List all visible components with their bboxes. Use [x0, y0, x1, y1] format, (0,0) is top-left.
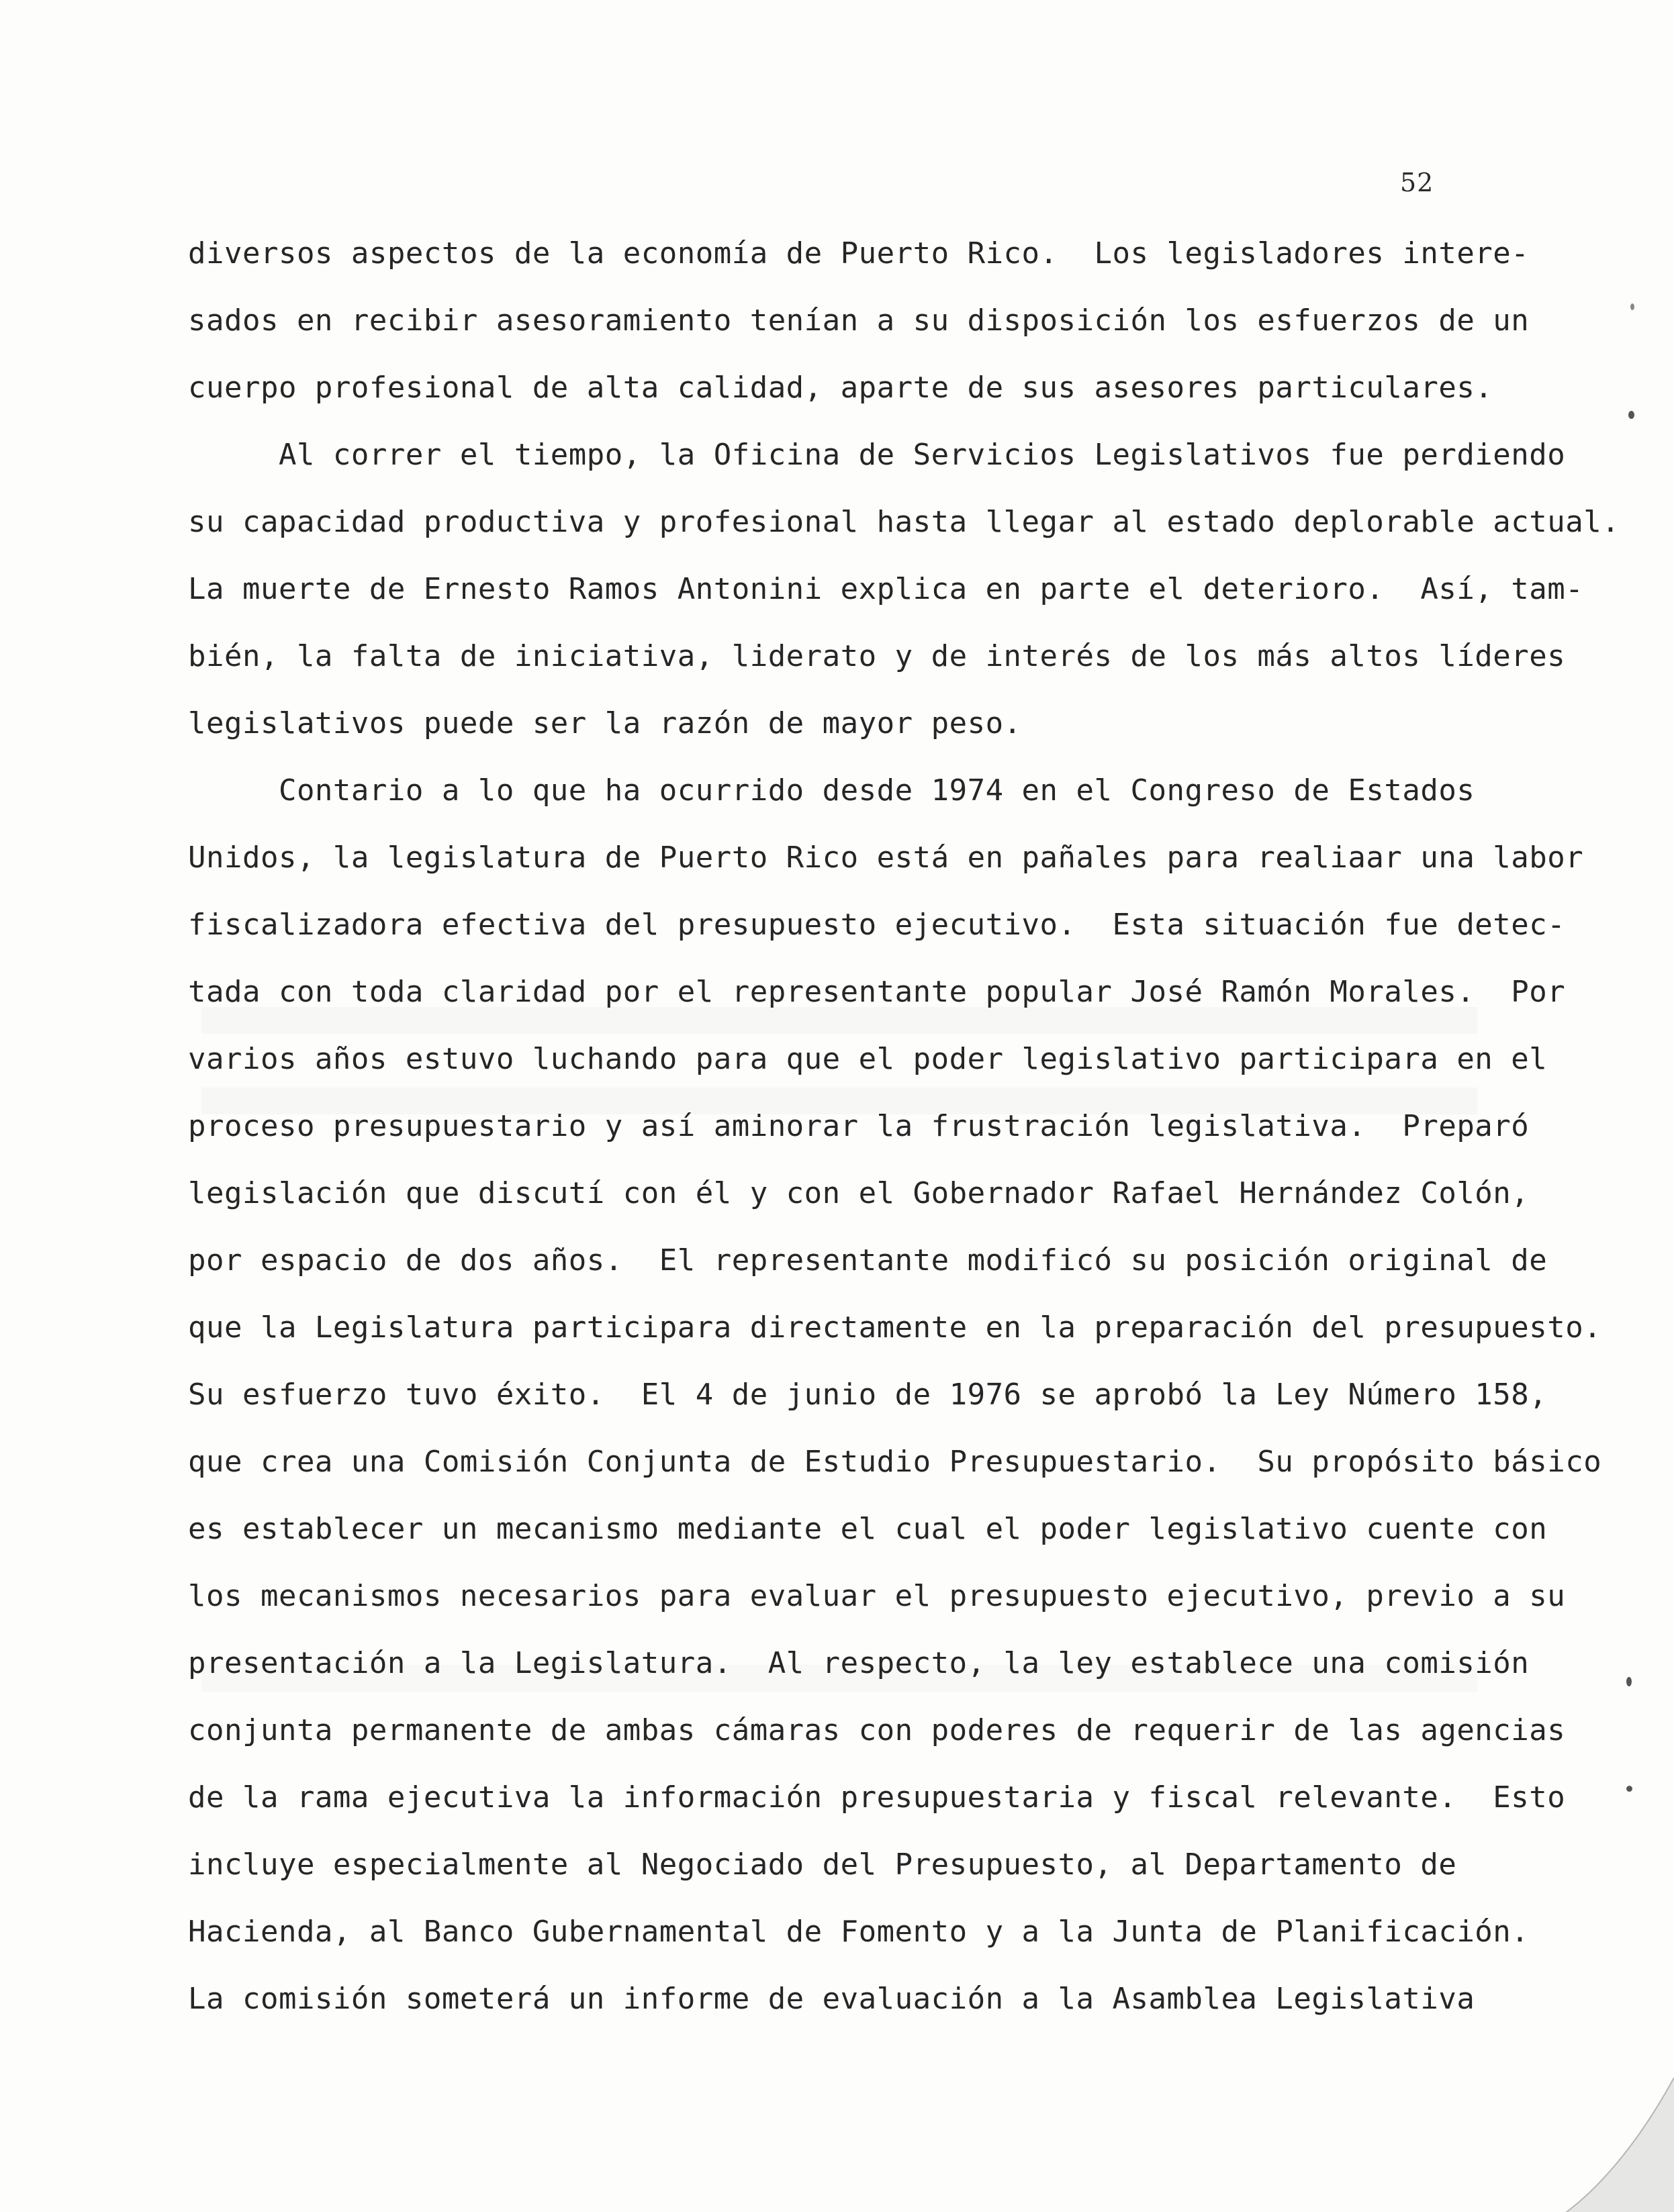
text-line: bién, la falta de iniciativa, liderato y de interés de los más altos líderes [188, 639, 1566, 673]
text-line: La muerte de Ernesto Ramos Antonini explica en parte el deterioro. Así, tam- [188, 572, 1584, 606]
text-line: que crea una Comisión Conjunta de Estudio Presupuestario. Su propósito básico [188, 1445, 1602, 1479]
scan-speck [1628, 411, 1634, 419]
text-line: de la rama ejecutiva la información presupuestaria y fiscal relevante. Esto [188, 1780, 1566, 1815]
text-line: fiscalizadora efectiva del presupuesto ejecutivo. Esta situación fue detec- [188, 908, 1566, 942]
text-line: Hacienda, al Banco Gubernamental de Fomento y a la Junta de Planificación. [188, 1915, 1530, 1949]
folded-corner [1553, 2078, 1674, 2212]
page-number: 52 [1400, 168, 1434, 197]
text-line: La comisión someterá un informe de evaluación a la Asamblea Legislativa [188, 1982, 1475, 2016]
text-line: los mecanismos necesarios para evaluar el presupuesto ejecutivo, previo a su [188, 1579, 1566, 1613]
text-line: legislativos puede ser la razón de mayor peso. [188, 706, 1022, 740]
text-line: varios años estuvo luchando para que el poder legislativo participara en el [188, 1042, 1548, 1076]
text-line: Contario a lo que ha ocurrido desde 1974 en el Congreso de Estados [188, 773, 1475, 808]
scan-speck [1630, 303, 1634, 310]
scan-speck [1626, 1786, 1632, 1792]
text-line: Al correr el tiempo, la Oficina de Servicios Legislativos fue perdiendo [188, 438, 1566, 472]
text-line: sados en recibir asesoramiento tenían a su disposición los esfuerzos de un [188, 303, 1530, 338]
text-line: que la Legislatura participara directamente en la preparación del presupuesto. [188, 1310, 1602, 1345]
text-line: legislación que discutí con él y con el Gobernador Rafael Hernández Colón, [188, 1176, 1530, 1210]
text-line: Su esfuerzo tuvo éxito. El 4 de junio de 1976 se aprobó la Ley Número 158, [188, 1378, 1548, 1412]
text-line: diversos aspectos de la economía de Puerto Rico. Los legisladores intere- [188, 236, 1530, 271]
text-line: incluye especialmente al Negociado del Presupuesto, al Departamento de [188, 1847, 1457, 1882]
text-line: presentación a la Legislatura. Al respecto, la ley establece una comisión [188, 1646, 1530, 1680]
text-line: por espacio de dos años. El representante modificó su posición original de [188, 1243, 1548, 1278]
text-line: proceso presupuestario y así aminorar la frustración legislativa. Preparó [188, 1109, 1530, 1143]
text-line: tada con toda claridad por el representante popular José Ramón Morales. Por [188, 975, 1566, 1009]
text-line: conjunta permanente de ambas cámaras con poderes de requerir de las agencias [188, 1713, 1566, 1747]
text-line: cuerpo profesional de alta calidad, aparte de sus asesores particulares. [188, 371, 1493, 405]
scan-speck [1626, 1677, 1632, 1686]
text-line: es establecer un mecanismo mediante el cual el poder legislativo cuente con [188, 1512, 1548, 1546]
text-line: su capacidad productiva y profesional hasta llegar al estado deplorable actual. [188, 505, 1620, 539]
text-line: Unidos, la legislatura de Puerto Rico está en pañales para realiaar una labor [188, 840, 1584, 875]
